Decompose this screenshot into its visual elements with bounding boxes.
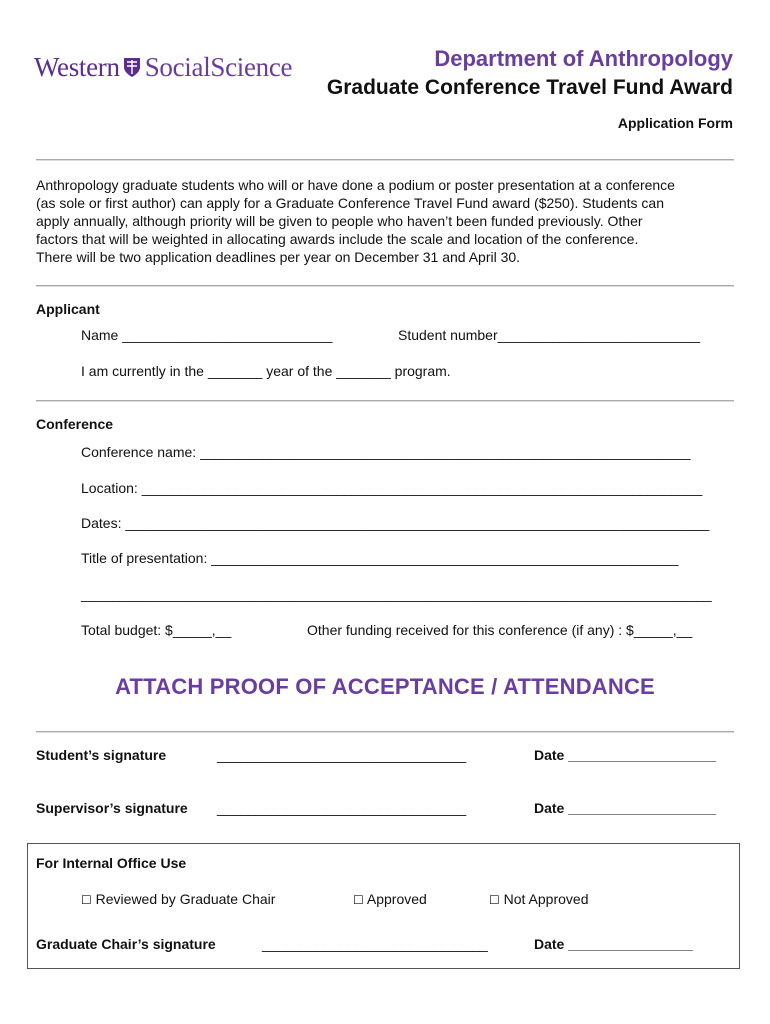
dates-field[interactable]: Dates: ___________________________________________________________________________ (81, 515, 710, 531)
reviewed-label: Reviewed by Graduate Chair (95, 891, 276, 907)
office-use-heading: For Internal Office Use (36, 855, 187, 871)
university-crest-icon (123, 56, 141, 78)
checkbox-icon[interactable]: ☐ (489, 893, 500, 907)
year-program-field[interactable]: I am currently in the _______ year of the _______ program. (81, 363, 451, 379)
intro-line: factors that will be weighted in allocating awards include the scale and location of the conference. (36, 231, 639, 247)
graduate-chair-signature-label: Graduate Chair’s signature (36, 936, 216, 952)
divider (36, 285, 734, 287)
intro-paragraph (36, 176, 736, 266)
supervisor-signature-label: Supervisor’s signature (36, 800, 188, 816)
intro-line: apply annually, although priority will be given to people who haven’t been funded previously. Other (36, 213, 643, 229)
department-title: Department of Anthropology (434, 46, 733, 71)
presentation-title-field[interactable]: Title of presentation: ____________________________________________________________ (81, 550, 679, 566)
total-budget-field[interactable]: Total budget: $_____,__ (81, 622, 232, 638)
approved-label: Approved (366, 891, 427, 907)
approved-checkbox-option[interactable] (353, 891, 427, 907)
other-funding-field[interactable]: Other funding received for this conference (if any) : $_____,__ (307, 622, 693, 638)
supervisor-signature-line[interactable]: ________________________________ (217, 800, 467, 816)
checkbox-icon[interactable]: ☐ (81, 893, 92, 907)
conference-name-field[interactable]: Conference name: _______________________________________________________________ (81, 444, 691, 460)
divider (36, 400, 734, 402)
applicant-heading: Applicant (36, 301, 100, 317)
western-social-science-logo (34, 50, 292, 84)
intro-line: There will be two application deadlines per year on December 31 and April 30. (36, 249, 521, 265)
name-field[interactable]: Name ___________________________ (81, 327, 333, 343)
award-title: Graduate Conference Travel Fund Award (326, 76, 733, 99)
intro-line: (as sole or first author) can apply for a Graduate Conference Travel Fund award ($250). Students can (36, 195, 664, 211)
intro-line: Anthropology graduate students who will or have done a podium or poster presentation at a conference (36, 177, 675, 193)
form-label: Application Form (617, 115, 733, 131)
attach-proof-notice: ATTACH PROOF OF ACCEPTANCE / ATTENDANCE (115, 674, 655, 699)
student-signature-label: Student’s signature (36, 747, 167, 763)
checkbox-icon[interactable]: ☐ (353, 893, 364, 907)
not-approved-checkbox-option[interactable] (489, 891, 589, 907)
divider (36, 731, 734, 733)
logo-western-text: Western (34, 51, 120, 82)
student-date-field[interactable]: Date ___________________ (534, 747, 717, 763)
student-number-field[interactable]: Student number__________________________ (398, 327, 701, 343)
graduate-chair-date-field[interactable]: Date ________________ (534, 936, 693, 952)
divider (36, 159, 734, 161)
presentation-title-line-2[interactable]: _________________________________________________________________________________ (81, 586, 712, 602)
reviewed-checkbox-option[interactable] (81, 891, 275, 907)
supervisor-date-field[interactable]: Date ___________________ (534, 800, 717, 816)
logo-social-science-text: SocialScience (144, 51, 293, 82)
not-approved-label: Not Approved (503, 891, 589, 907)
student-signature-line[interactable]: ________________________________ (217, 747, 467, 763)
graduate-chair-signature-line[interactable]: _____________________________ (262, 936, 488, 952)
conference-heading: Conference (36, 416, 114, 432)
location-field[interactable]: Location: ________________________________________________________________________ (81, 480, 703, 496)
